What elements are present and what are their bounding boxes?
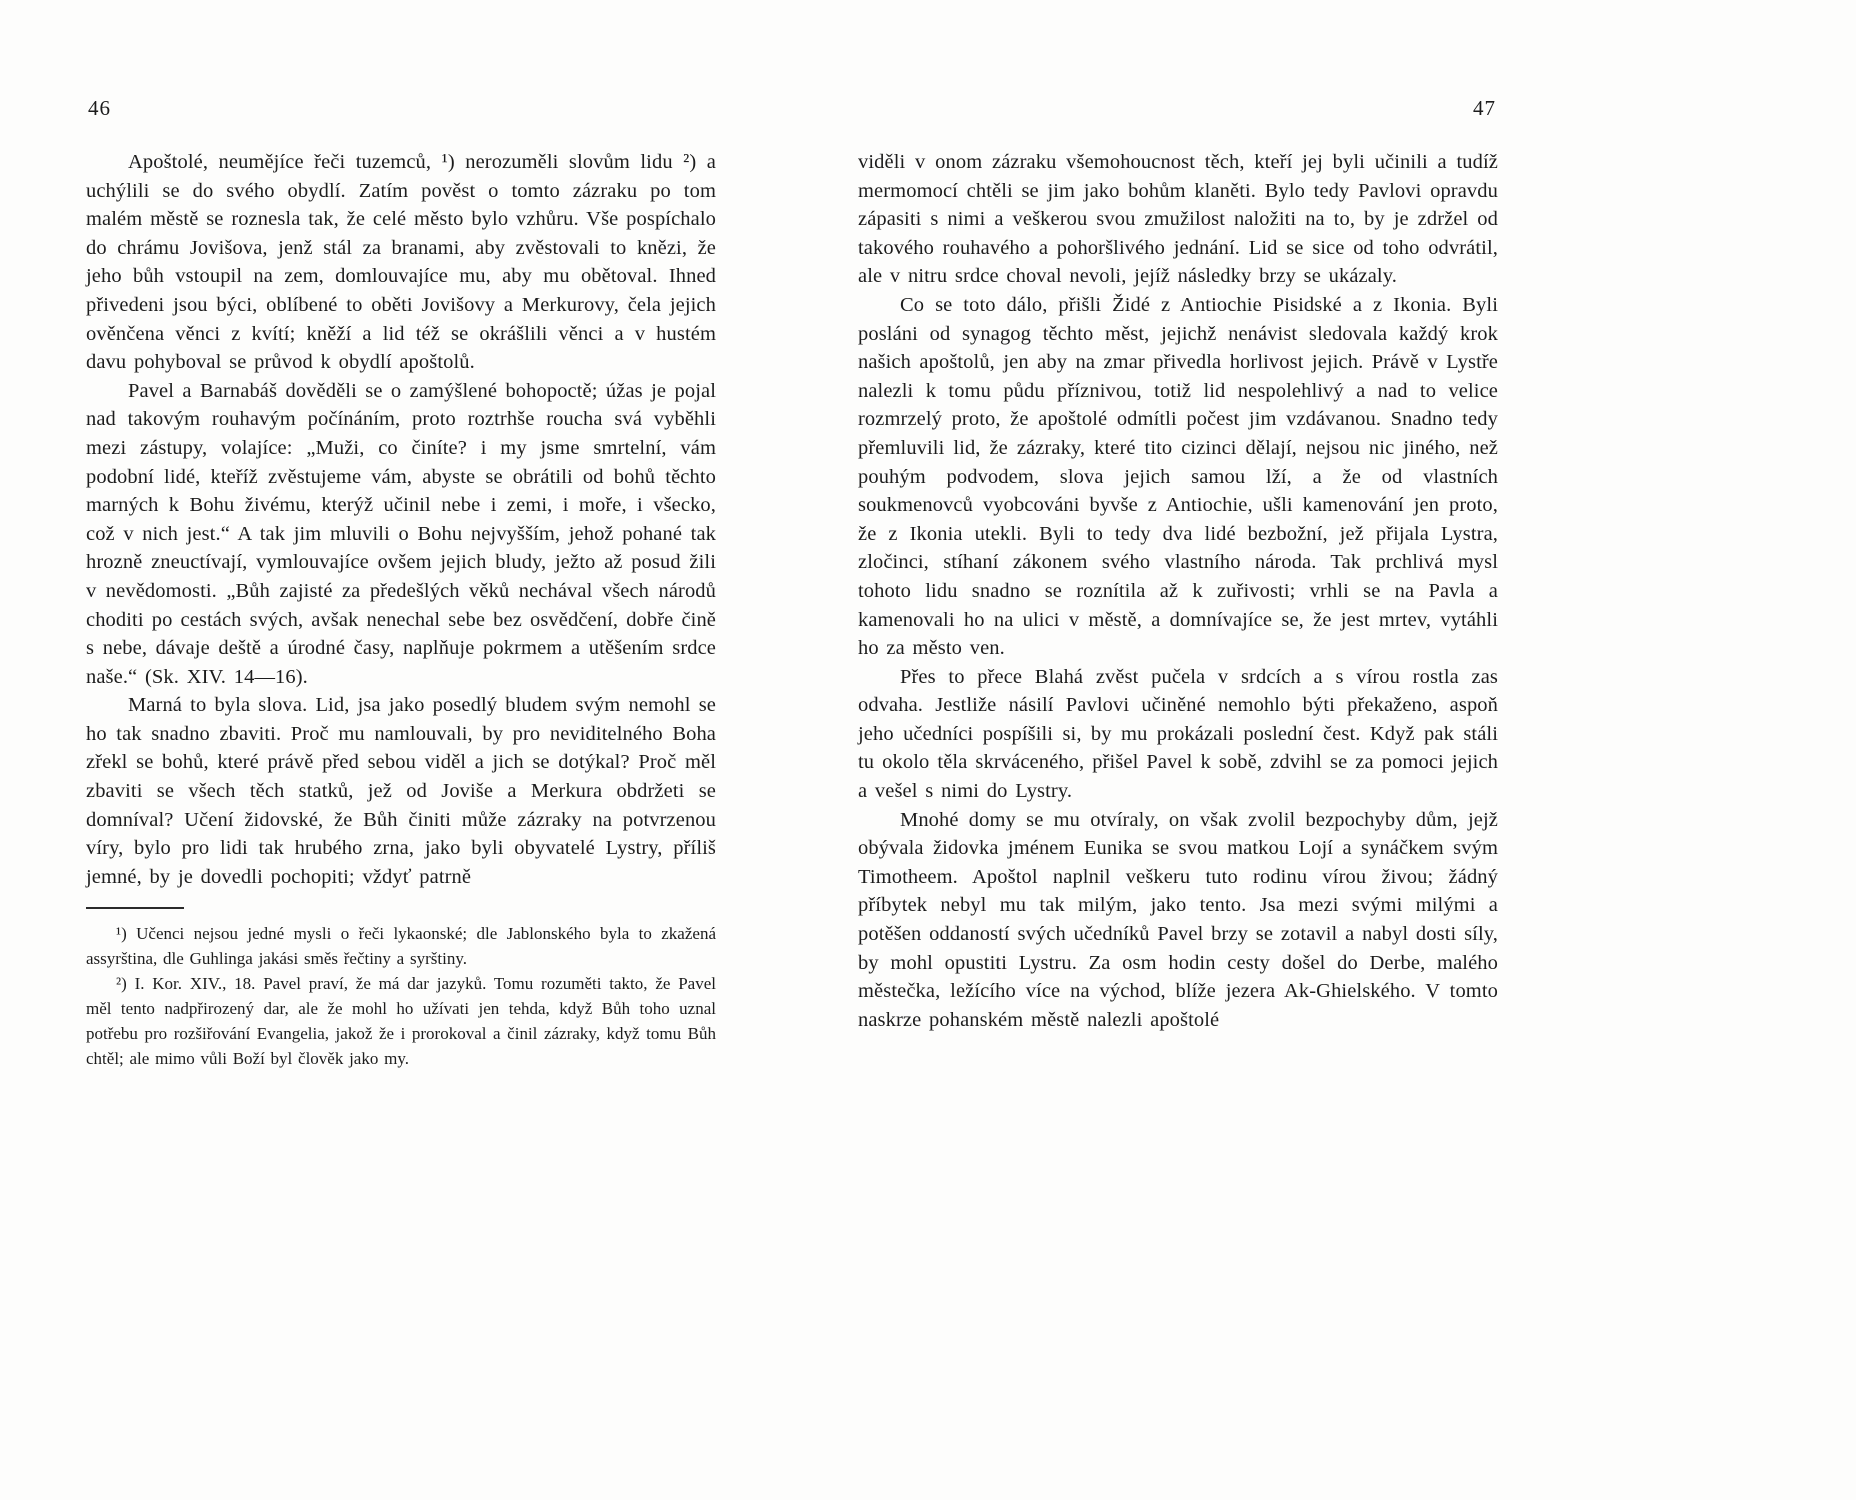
paragraph: viděli v onom zázraku všemohoucnost těch, kteří jej byli učinili a tudíž mermomocí chtěli se jim jako bohům klaněti. Bylo tedy Pavlovi opravdu zápasiti s nimi a veškerou svou zmužilost naložiti na to, by je zdržel od takového rouhavého a pohoršlivého jednání. Lid se sice od toho odvrátil, ale v nitru srdce choval nevoli, jejíž následky brzy se ukázaly. <box>858 151 1498 288</box>
footnotes <box>86 921 716 1071</box>
paragraph: Mnohé domy se mu otvíraly, on však zvolil bezpochyby dům, jejž obývala židovka jménem Eunika se svou matkou Lojí a synáčkem svým Timotheem. Apoštol naplnil veškeru tuto rodinu vírou živou; žádný příbytek nebyl mu tak milým, jako tento. Jsa mezi svými milými a potěšen oddaností svých učedníků Pavel brzy se zotavil a nabyl dosti síly, by mohl opustiti Lystru. Za osm hodin cesty došel do Derbe, malého městečka, ležícího více na východ, blíže jezera Ak-Ghielského. V tomto naskrze pohanském městě nalezli apoštolé <box>858 808 1498 1031</box>
paragraph: Apoštolé, neumějíce řeči tuzemců, ¹) nerozuměli slovům lidu ²) a uchýlili se do svého obydlí. Zatím pověst o tomto zázraku po tom malém městě se roznesla tak, že celé město bylo vzhůru. Vše pospíchalo do chrámu Jovišova, jenž stál za branami, aby zvěstovali to knězi, že jeho bůh vstoupil na zem, domlouvajíce mu, aby mu obětoval. Ihned přivedeni jsou býci, oblíbené to oběti Jovišovy a Merkurovy, čela jejich ověnčena věnci z kvítí; kněží a lid též se okrášlili věnci a v hustém davu pohyboval se průvod k obydlí apoštolů. <box>86 151 716 374</box>
paragraph: Co se toto dálo, přišli Židé z Antiochie Pisidské a z Ikonia. Byli posláni od synagog těchto měst, jejichž nenávist sledovala každý krok našich apoštolů, jen aby na zmar přivedla horlivost jejich. Právě v Lystře nalezli k tomu půdu příznivou, totiž lid nespolehlivý a nad to velice rozmrzelý proto, že apoštolé odmítli počest jim vzdávanou. Snadno tedy přemluvili lid, že zázraky, které tito cizinci dělají, nejsou nic jiného, než pouhým podvodem, slova jejich samou lží, a že od vlastních soukmenovců vyobcováni byvše z Antiochie, ušli kamenování jen proto, že z Ikonia utekli. Byli to tedy dva lidé bezbožní, jež přijala Lystra, zločinci, stíhaní zákonem svého vlastního národa. Tak prchlivá mysl tohoto lidu snadno se roznítila až k zuřivosti; vrhli se na Pavla a kamenovali ho na ulici v městě, a domnívajíce se, že jest mrtev, vytáhli ho za město ven. <box>858 293 1498 660</box>
page-right-body <box>858 148 1498 1034</box>
paragraph: Marná to byla slova. Lid, jsa jako posedlý bludem svým nemohl se ho tak snadno zbaviti. Proč mu namlouvali, by pro neviditelného Boha zřekl se bohů, které právě před sebou viděl a jich se dotýkal? Proč měl zbaviti se všech těch statků, jež od Joviše a Merkura obdržeti se domníval? Učení židovské, že Bůh činiti může zázraky na potvrzenou víry, bylo pro lidi tak hrubého zrna, jako byli obyvatelé Lystry, příliš jemné, by je dovedli pochopiti; vždyť patrně <box>86 694 716 888</box>
footnote: ²) I. Kor. XIV., 18. Pavel praví, že má dar jazyků. Tomu rozuměti takto, že Pavel měl tento nadpřirozený dar, ale že mohl ho užívati jen tehda, když Bůh toho uznal potřebu pro rozšiřování Evangelia, jakož že i prorokoval a činil zázraky, když tomu Bůh chtěl; ale mimo vůli Boží byl člověk jako my. <box>86 974 716 1069</box>
footnote: ¹) Učenci nejsou jedné mysli o řeči lykaonské; dle Jablonského byla to zkažená assyrština, dle Guhlinga jakási směs řečtiny a syrštiny. <box>86 924 716 969</box>
paragraph: Pavel a Barnabáš dověděli se o zamýšlené bohopoctě; úžas je pojal nad takovým rouhavým počínáním, proto roztrhše roucha svá vyběhli mezi zástupy, volajíce: „Muži, co činíte? i my jsme smrtelní, vám podobní lidé, kteříž zvěstujeme vám, abyste se obrátili od bohů těchto marných k Bohu živému, kterýž učinil nebe i zemi, i moře, i všecko, což v nich jest.“ A tak jim mluvili o Bohu nejvyšším, jehož pohané tak hrozně zneuctívají, vymlouvajíce ovšem jejich bludy, ježto až posud žili v nevědomosti. „Bůh zajisté za předešlých věků nechával všech národů choditi po cestách svých, avšak nenechal sebe bez osvědčení, dobře čině s nebe, dávaje deště a úrodné časy, naplňuje pokrmem a utěšením srdce naše.“ (Sk. XIV. 14—16). <box>86 379 716 688</box>
page-number-left: 46 <box>88 96 111 120</box>
footnote-separator <box>86 907 184 909</box>
page-right <box>858 0 1498 1500</box>
page-left <box>86 0 716 1500</box>
paragraph: Přes to přece Blahá zvěst pučela v srdcích a s vírou rostla zas odvaha. Jestliže násilí Pavlovi učiněné nemohlo býti překaženo, aspoň jeho učedníci pospíšili si, by mu prokázali poslední čest. Když pak stáli tu okolo těla skrváceného, přišel Pavel k sobě, zdvihl se za pomoci jejich a vešel s nimi do Lystry. <box>858 665 1498 803</box>
page-number-right: 47 <box>1473 96 1496 120</box>
page-left-body <box>86 148 716 1071</box>
